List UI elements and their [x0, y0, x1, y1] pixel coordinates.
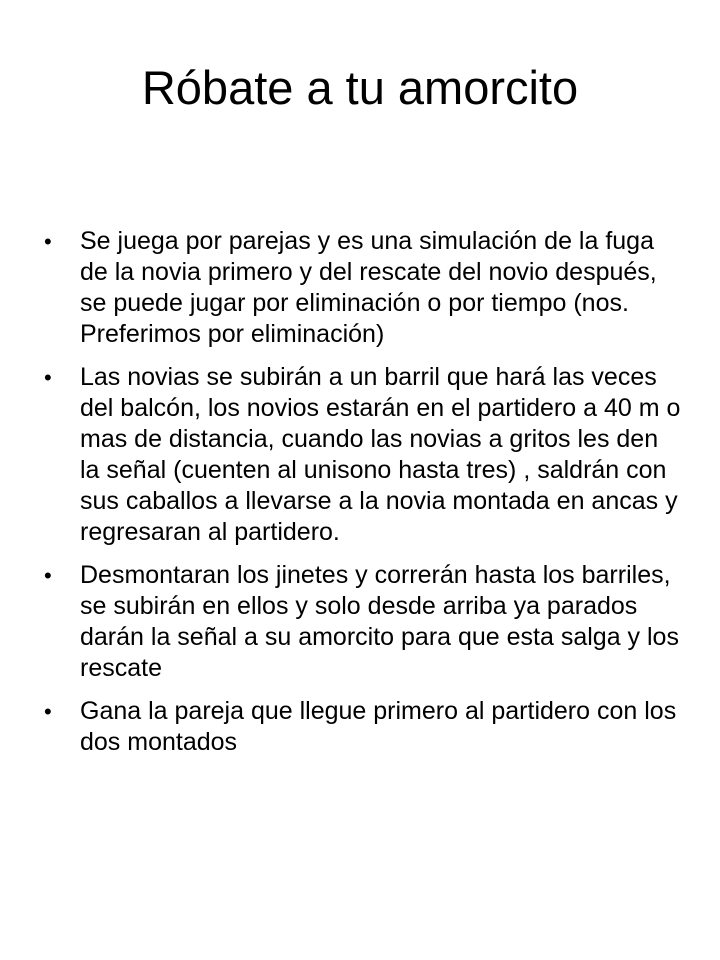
bullet-text: Se juega por parejas y es una simulación de la fuga de la novia primero y del rescate del novio después, se puede jugar por eliminación o por tiempo (nos. Preferimos por eliminación) [80, 227, 657, 348]
bullet-text: Gana la pareja que llegue primero al partidero con los dos montados [80, 697, 677, 756]
bullet-item [44, 226, 684, 350]
bullet-dot-icon: • [44, 365, 52, 390]
bullet-dot-icon: • [44, 563, 52, 588]
bullet-dot-icon: • [44, 699, 52, 724]
bullet-dot-icon: • [44, 229, 52, 254]
slide-title: Róbate a tu amorcito [141, 61, 579, 114]
bullet-text: Desmontaran los jinetes y correrán hasta los barriles, se subirán en ellos y solo desde arriba ya parados darán la señal a su amorcito para que esta salga y los rescate [80, 561, 679, 682]
bullet-text: Las novias se subirán a un barril que hará las veces del balcón, los novios estarán en el partidero a 40 m o mas de distancia, cuando las novias a gritos les den la señal (cuenten al unisono hasta tres) , saldrán con sus caballos a llevarse a la novia montada en ancas y regresaran al partidero. [80, 363, 681, 546]
bullet-item [44, 696, 684, 758]
bullet-item [44, 362, 684, 548]
bullet-list [44, 226, 684, 770]
bullet-item [44, 560, 684, 684]
